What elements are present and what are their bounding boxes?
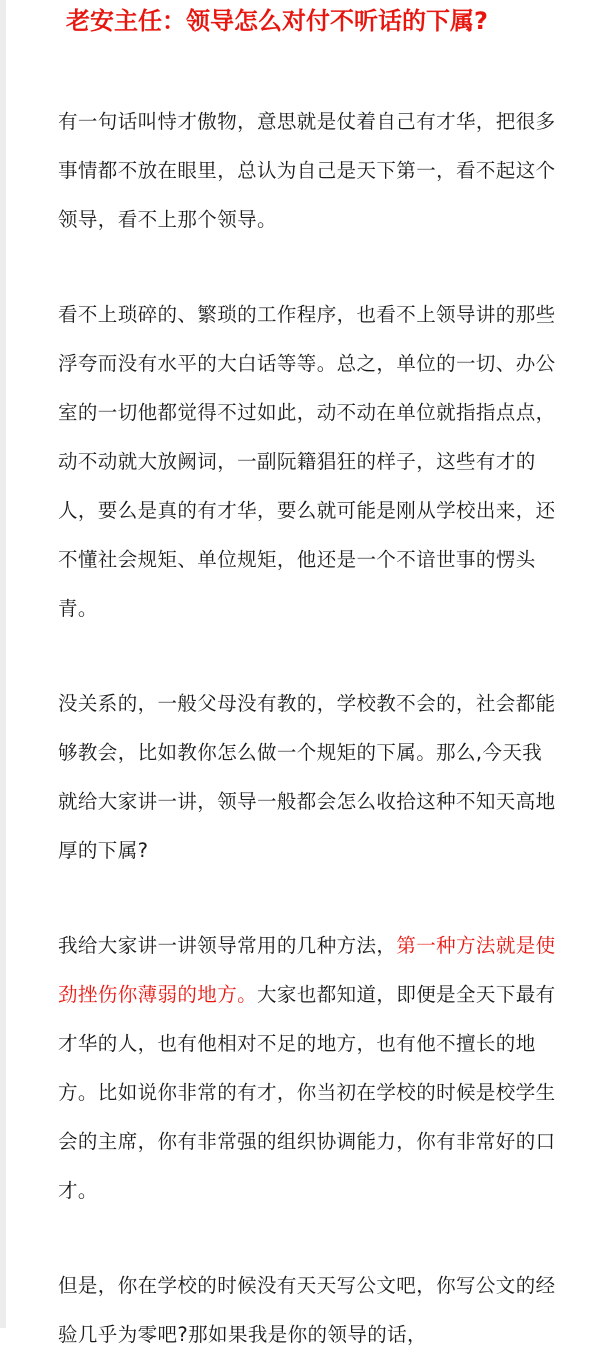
paragraph-1: 有一句话叫恃才傲物，意思就是仗着自己有才华，把很多事情都不放在眼里，总认为自己是天下第一，看不起这个领导，看不上那个领导。 bbox=[58, 110, 556, 231]
paragraph-3: 没关系的，一般父母没有教的，学校教不会的，社会都能够教会，比如教你怎么做一个规矩的下属。那么,今天我就给大家讲一讲，领导一般都会怎么收拾这种不知天高地厚的下属? bbox=[58, 692, 556, 862]
article bbox=[58, 0, 558, 1359]
highlighted-method: 第一种方法就是使劲挫伤你薄弱的地方。 bbox=[58, 934, 556, 1006]
paragraph-2: 看不上琐碎的、繁琐的工作程序，也看不上领导讲的那些浮夸而没有水平的大白话等等。总之，单位的一切、办公室的一切他都觉得不过如此，动不动在单位就指指点点，动不动就大放阙词，一副阮籍猖狂的样子，这些有才的人，要么是真的有才华，要么就可能是刚从学校出来，还不懂社会规矩、单位规矩，他还是一个不谙世事的愣头青。 bbox=[58, 303, 556, 620]
left-border bbox=[0, 0, 6, 1328]
paragraph-5: 但是，你在学校的时候没有天天写公文吧，你写公文的经验几乎为零吧?那如果我是你的领导的话， bbox=[58, 1274, 556, 1346]
paragraph-4 bbox=[58, 921, 558, 1215]
article-title: 老安主任：领导怎么对付不听话的下属? bbox=[66, 7, 488, 35]
paragraph-4-intro: 我给大家讲一讲领导常用的几种方法， bbox=[58, 934, 397, 957]
paragraph-4-body: 大家也都知道，即便是全天下最有才华的人，也有他相对不足的地方，也有他不擅长的地方。比如说你非常的有才，你当初在学校的时候是校学生会的主席，你有非常强的组织协调能力，你有非常好的口才。 bbox=[58, 983, 556, 1202]
